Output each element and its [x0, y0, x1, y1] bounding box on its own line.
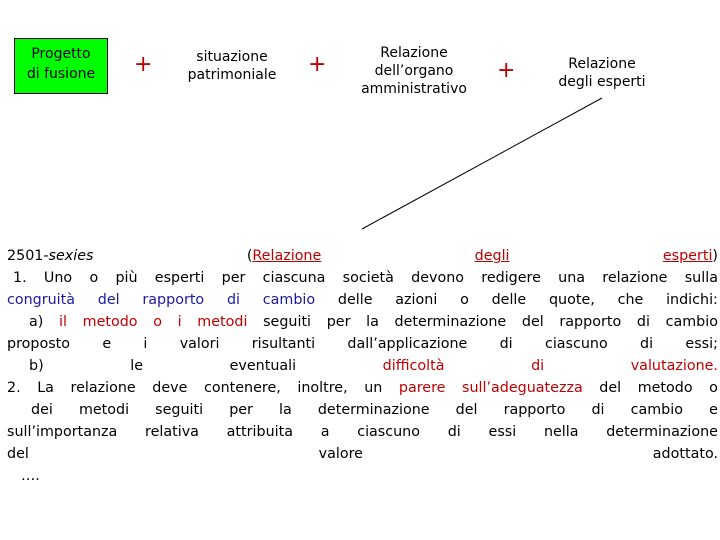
- plus-sign-2: +: [308, 52, 327, 77]
- word: 2.: [7, 380, 21, 396]
- word: la: [279, 402, 292, 418]
- word: valore: [318, 446, 363, 462]
- word: Uno: [43, 270, 73, 286]
- list-marker-b: b): [29, 358, 44, 374]
- box-line-1: Progetto: [31, 46, 91, 62]
- line-10: [7, 443, 718, 465]
- word: devono: [411, 270, 465, 286]
- word: azioni: [395, 292, 438, 308]
- article-number: 2501-sexies: [7, 248, 94, 264]
- item4-line-2: degli esperti: [558, 74, 646, 90]
- line-6: [7, 355, 718, 377]
- word: la: [366, 314, 379, 330]
- line-4: [7, 311, 718, 333]
- word: un: [364, 380, 383, 396]
- item2-line-1: situazione: [196, 49, 268, 65]
- word: del: [97, 292, 120, 308]
- word: determinazione: [606, 424, 718, 440]
- word: di: [226, 292, 241, 308]
- box-line-2: di fusione: [26, 66, 96, 82]
- word: ciascuna: [262, 270, 326, 286]
- word: una: [558, 270, 586, 286]
- word: sull’adeguatezza: [462, 380, 583, 396]
- word: La: [37, 380, 54, 396]
- word: metodi: [197, 314, 248, 330]
- word: delle: [491, 292, 527, 308]
- word: ciascuno: [357, 424, 420, 440]
- item4-line-1: Relazione: [568, 56, 636, 72]
- word: relazione: [602, 270, 668, 286]
- plus-sign-3: +: [497, 58, 516, 83]
- word: i: [177, 314, 182, 330]
- word: i: [143, 336, 148, 352]
- word: le: [130, 358, 144, 374]
- word: contenere,: [203, 380, 281, 396]
- word: società: [342, 270, 394, 286]
- word: 1.: [13, 270, 27, 286]
- word: adottato.: [652, 446, 718, 462]
- word: metodo: [82, 314, 138, 330]
- word: del: [599, 380, 622, 396]
- word: congruità: [7, 292, 76, 308]
- word: relativa: [145, 424, 199, 440]
- line-8: [7, 399, 718, 421]
- word: sulla: [684, 270, 718, 286]
- word: o: [709, 380, 718, 396]
- word: cambio: [262, 292, 316, 308]
- word: parere: [398, 380, 446, 396]
- word: determinazione: [317, 402, 430, 418]
- title-word-relazione: (Relazione: [246, 248, 322, 264]
- word: cambio: [665, 314, 718, 330]
- word: di: [591, 402, 605, 418]
- word: indichi:: [666, 292, 718, 308]
- article-2501-sexies: [7, 245, 718, 487]
- word: determinazione: [394, 314, 507, 330]
- word: per: [229, 402, 253, 418]
- word: inoltre,: [297, 380, 348, 396]
- word: dei: [31, 402, 53, 418]
- line-5: [7, 333, 718, 355]
- word: attribuita: [226, 424, 293, 440]
- word: sull’importanza: [7, 424, 118, 440]
- ellipsis: ….: [21, 468, 40, 484]
- item3-line-2: dell’organo: [374, 63, 454, 79]
- word: ciascuno: [544, 336, 608, 352]
- word: eventuali: [229, 358, 297, 374]
- word: difficoltà: [382, 358, 445, 374]
- item3-line-3: amministrativo: [361, 81, 467, 97]
- word: più: [115, 270, 138, 286]
- word: rapporto: [503, 402, 566, 418]
- word: essi: [488, 424, 517, 440]
- word: dall’applicazione: [347, 336, 468, 352]
- word: proposto: [7, 336, 71, 352]
- word: essi;: [685, 336, 718, 352]
- word: per: [326, 314, 351, 330]
- word: per: [221, 270, 246, 286]
- word: quote,: [548, 292, 595, 308]
- word: di: [531, 358, 545, 374]
- item3-line-1: Relazione: [380, 45, 448, 61]
- word: che: [617, 292, 644, 308]
- word: delle: [337, 292, 373, 308]
- word: seguiti: [155, 402, 204, 418]
- line-3: [7, 289, 718, 311]
- word: a: [320, 424, 330, 440]
- word: metodo: [637, 380, 693, 396]
- word: esperti: [154, 270, 205, 286]
- word: del: [7, 446, 29, 462]
- word: rapporto: [142, 292, 205, 308]
- title-row: [7, 245, 718, 267]
- line-9: [7, 421, 718, 443]
- word: di: [636, 314, 650, 330]
- word: il: [59, 314, 67, 330]
- word: e: [709, 402, 718, 418]
- word: deve: [152, 380, 188, 396]
- word: risultanti: [251, 336, 316, 352]
- word: o: [89, 270, 99, 286]
- line-2: [7, 267, 718, 289]
- word: metodi: [78, 402, 130, 418]
- word: di: [499, 336, 513, 352]
- word: di: [447, 424, 461, 440]
- word: del: [521, 314, 544, 330]
- word: di: [640, 336, 654, 352]
- plus-sign-1: +: [134, 52, 153, 77]
- word: valori: [179, 336, 220, 352]
- line-11: [7, 465, 718, 487]
- word: o: [460, 292, 469, 308]
- word: cambio: [630, 402, 683, 418]
- word: redigere: [481, 270, 541, 286]
- word: nella: [543, 424, 579, 440]
- word: e: [102, 336, 112, 352]
- word: rapporto: [559, 314, 622, 330]
- word: valutazione.: [630, 358, 718, 374]
- word: seguiti: [263, 314, 312, 330]
- title-word-degli: degli: [474, 248, 510, 264]
- item2-line-2: patrimoniale: [187, 67, 277, 83]
- title-word-esperti: esperti): [662, 248, 718, 264]
- word: del: [455, 402, 478, 418]
- word: o: [153, 314, 162, 330]
- line-7: [7, 377, 718, 399]
- list-marker-a: a): [29, 314, 44, 330]
- word: relazione: [70, 380, 136, 396]
